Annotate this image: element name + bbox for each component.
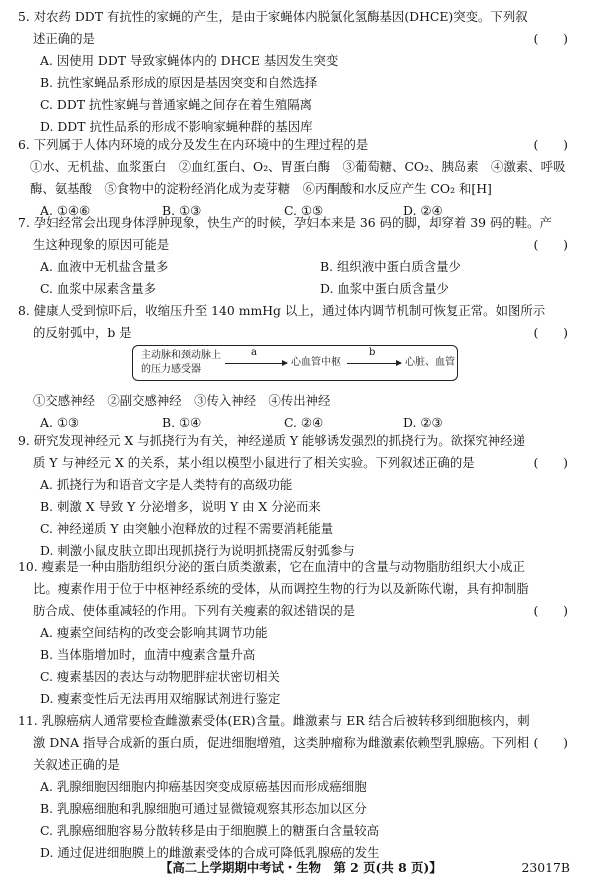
option-d: D. 瘦素变性后无法再用双缩脲试剂进行鉴定: [40, 691, 281, 706]
question-stem: 关叙述正确的是: [33, 757, 120, 772]
question-stem: 8. 健康人受到惊吓后，收缩压升至 140 mmHg 以上，通过体内调节机制可恢复正常。如图所示: [18, 303, 546, 318]
answer-parentheses: ( ): [533, 603, 568, 618]
option-a: A. 抓挠行为和语音文字是人类特有的高级功能: [40, 477, 293, 492]
option-a: A. ①③: [40, 415, 80, 430]
option-d: D. DDT 抗性品系的形成不影响家蝇种群的基因库: [40, 119, 313, 134]
question-stem: 5. 对农药 DDT 有抗性的家蝇的产生，是由于家蝇体内脱氯化氢酶基因(DHCE)突变。下列叙: [18, 9, 528, 24]
answer-parentheses: ( ): [533, 455, 568, 470]
option-c: C. 乳腺癌细胞容易分散转移是由于细胞膜上的糖蛋白含量较高: [40, 823, 380, 838]
option-b: B. 乳腺癌细胞和乳腺细胞可通过显微镜观察其形态加以区分: [40, 801, 367, 816]
receptor-label-line1: 主动脉和颈动脉上: [141, 350, 221, 361]
arrow-b-label: b: [369, 347, 376, 358]
question-stem: 质 Y 与神经元 X 的关系，某小组以模型小鼠进行了相关实验。下列叙述正确的是: [33, 455, 475, 470]
arrow-a-label: a: [251, 347, 257, 358]
question-stem: 述正确的是: [33, 31, 95, 46]
option-d: D. ②③: [403, 415, 443, 430]
page-footer: [0, 857, 592, 879]
question-stem: ①水、无机盐、血浆蛋白 ②血红蛋白、O₂、胃蛋白酶 ③葡萄糖、CO₂、胰岛素 ④激素、呼吸: [30, 159, 566, 174]
option-d: D. 刺激小鼠皮肤立即出现抓挠行为说明抓挠需反射弧参与: [40, 543, 355, 558]
option-c: C. 神经递质 Y 由突触小泡释放的过程不需要消耗能量: [40, 521, 334, 536]
footer-text: 【高二上学期期中考试・生物 第 2 页(共 8 页)】: [160, 860, 442, 875]
option-b: B. 组织液中蛋白质含量少: [320, 259, 461, 274]
question-stem: 比。瘦素作用于位于中枢神经系统的受体，从而调控生物的行为以及新陈代谢，具有抑制脂: [33, 581, 529, 596]
receptor-label: [141, 349, 221, 377]
option-a: A. 血液中无机盐含量多: [40, 259, 169, 274]
question-stem: 酶、氨基酸 ⑤食物中的淀粉经消化成为麦芽糖 ⑥丙酮酸和水反应产生 CO₂ 和[H]: [30, 181, 492, 196]
question-stem: 生这种现象的原因可能是: [33, 237, 170, 252]
answer-parentheses: ( ): [533, 137, 568, 152]
option-a: A. 因使用 DDT 导致家蝇体内的 DHCE 基因发生突变: [40, 53, 339, 68]
option-b: B. 抗性家蝇品系形成的原因是基因突变和自然选择: [40, 75, 318, 90]
option-a: A. 乳腺细胞因细胞内抑癌基因突变成原癌基因而形成癌细胞: [40, 779, 367, 794]
option-c: C. DDT 抗性家蝇与普通家蝇之间存在着生殖隔离: [40, 97, 313, 112]
question-stem: 9. 研究发现神经元 X 与抓挠行为有关，神经递质 Y 能够诱发强烈的抓挠行为。欲探究神经递: [18, 433, 525, 448]
center-node: 心血管中枢: [291, 357, 341, 368]
question-stem: 6. 下列属于人体内环境的成分及发生在内环境中的生理过程的是: [18, 137, 369, 152]
option-d: D. 通过促进细胞膜上的雌激素受体的合成可降低乳腺癌的发生: [40, 845, 380, 860]
option-a: A. 瘦素空间结构的改变会影响其调节功能: [40, 625, 268, 640]
answer-parentheses: ( ): [533, 237, 568, 252]
arrow-a: [225, 363, 287, 364]
question-stem: 的反射弧中，b 是: [33, 325, 132, 340]
choices-line: ①交感神经 ②副交感神经 ③传入神经 ④传出神经: [33, 393, 331, 408]
answer-parentheses: ( ): [533, 325, 568, 340]
exam-code: 23017B: [521, 860, 570, 875]
option-c: C. 瘦素基因的表达与动物肥胖症状密切相关: [40, 669, 280, 684]
question-stem: 7. 孕妇经常会出现身体浮肿现象，快生产的时候，孕妇本来是 36 码的脚，却穿着 39 码的鞋。产: [18, 215, 552, 230]
receptor-label-line2: 的压力感受器: [141, 364, 201, 375]
option-a: A. ①④⑥: [40, 203, 91, 218]
answer-parentheses: ( ): [533, 31, 568, 46]
option-d: D. 血浆中蛋白质含量少: [320, 281, 449, 296]
option-b: B. ①④: [162, 415, 202, 430]
option-c: C. ②④: [284, 415, 324, 430]
effector-node: 心脏、血管: [405, 357, 455, 368]
option-d: D. ②④: [403, 203, 443, 218]
option-b: B. 刺激 X 导致 Y 分泌增多，说明 Y 由 X 分泌而来: [40, 499, 321, 514]
option-b: B. 当体脂增加时，血清中瘦素含量升高: [40, 647, 256, 662]
arrow-b: [347, 363, 401, 364]
option-c: C. 血浆中尿素含量多: [40, 281, 157, 296]
option-b: B. ①③: [162, 203, 202, 218]
question-stem: 肪合成、使体重减轻的作用。下列有关瘦素的叙述错误的是: [33, 603, 356, 618]
reflex-arc-diagram: [132, 345, 458, 381]
question-stem: 激 DNA 指导合成新的蛋白质，促进细胞增殖，这类肿瘤称为雌激素依赖型乳腺癌。下列相: [33, 735, 530, 750]
question-stem: 11. 乳腺癌病人通常要检查雌激素受体(ER)含量。雌激素与 ER 结合后被转移到细胞核内，刺: [18, 713, 530, 728]
option-c: C. ①⑤: [284, 203, 324, 218]
answer-parentheses: ( ): [533, 735, 568, 750]
question-stem: 10. 瘦素是一种由脂肪组织分泌的蛋白质类激素，它在血清中的含量与动物脂肪组织大小成正: [18, 559, 525, 574]
